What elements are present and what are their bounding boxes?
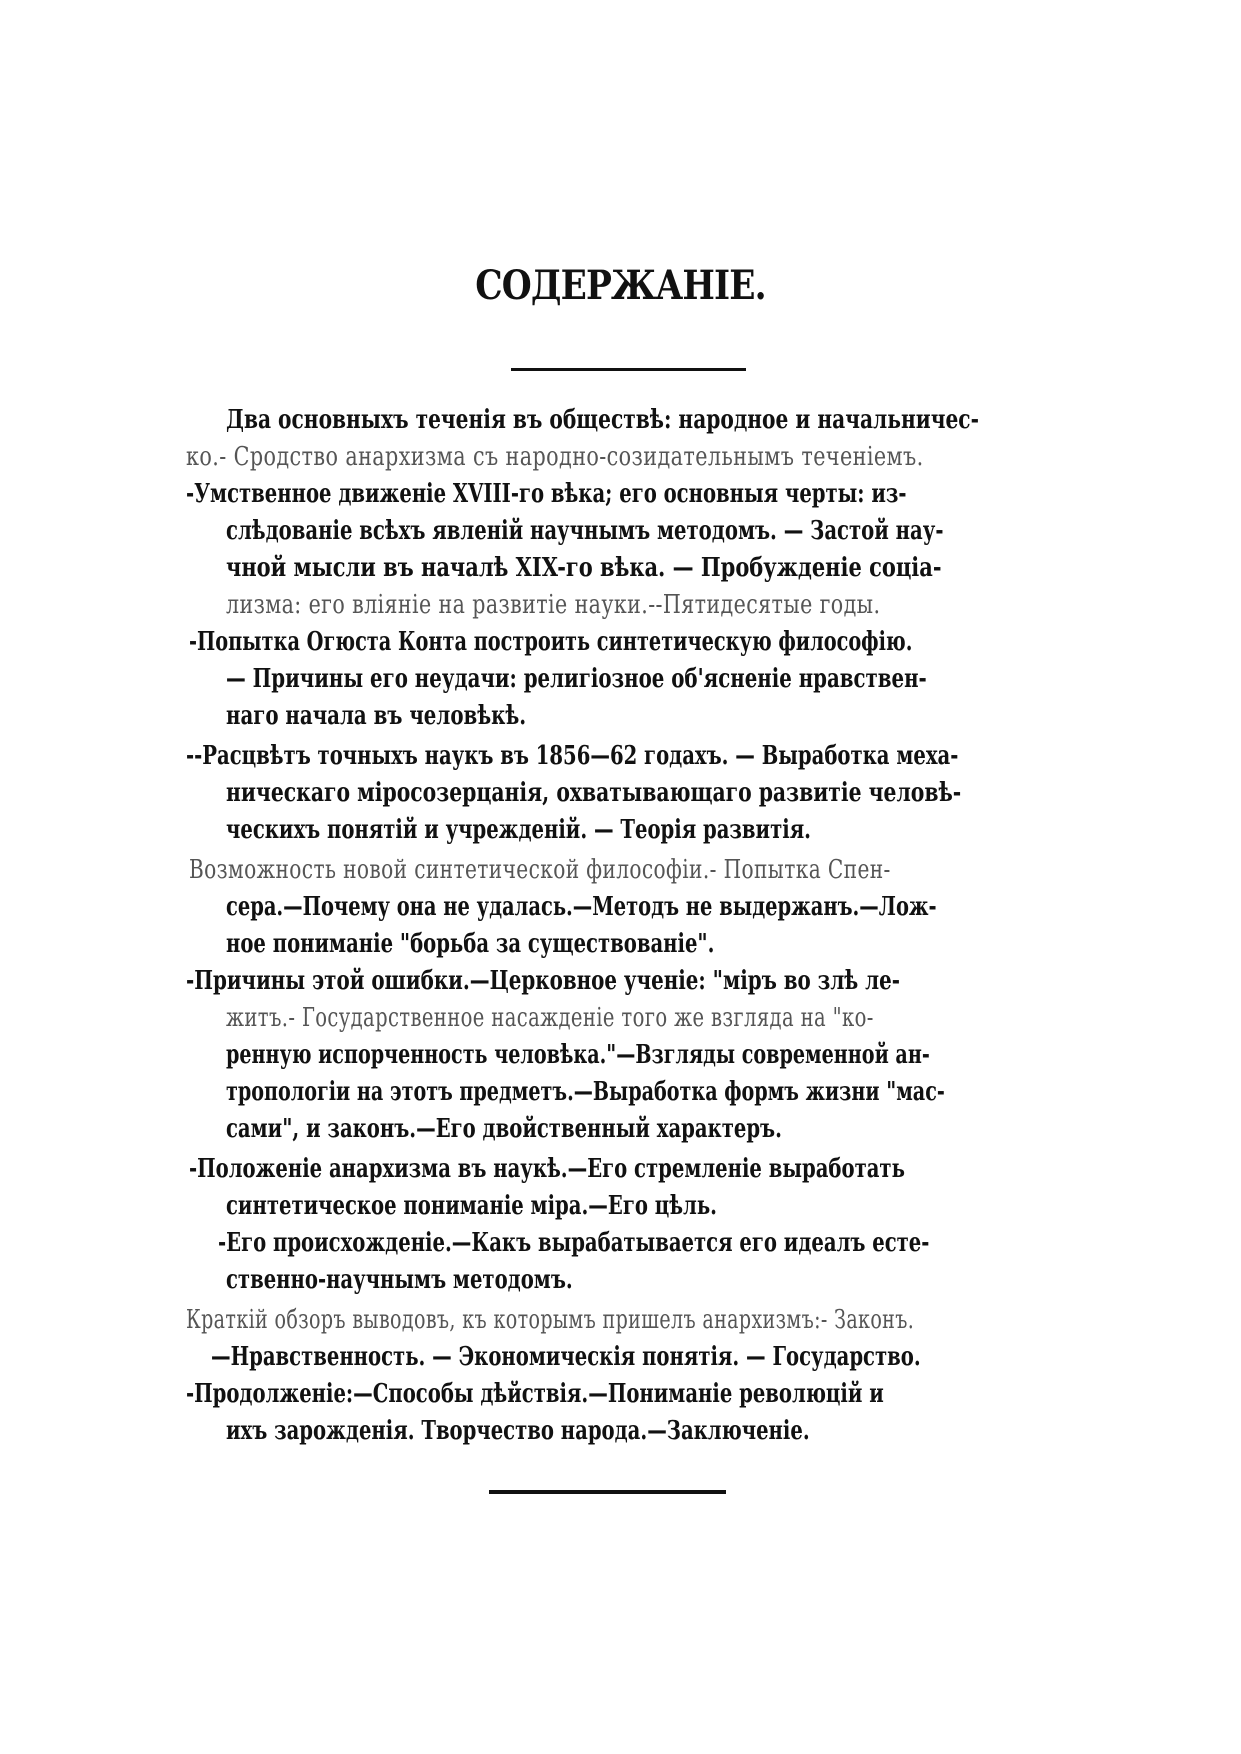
toc-line: -Попытка Огюста Конта построить синтетическую философію.: [189, 627, 913, 657]
title-divider: [511, 368, 746, 371]
toc-line: Возможность новой синтетической философіи.- Попытка Спен-: [189, 855, 891, 885]
toc-line: — Причины его неудачи: религіозное об'ясненіе нравствен-: [226, 664, 927, 694]
toc-line: -Положеніе анархизма въ наукѣ.—Его стремленіе выработать: [189, 1154, 905, 1184]
toc-line: ко.- Сродство анархизма съ народно-созидательнымъ теченіемъ.: [186, 442, 924, 472]
toc-line: -Причины этой ошибки.—Церковное ученіе: "міръ во злѣ ле-: [186, 966, 901, 996]
toc-line: лизма: его вліяніе на развитіе науки.--Пятидесятые годы.: [226, 590, 881, 620]
toc-line: ное пониманіе "борьба за существованіе".: [226, 929, 715, 959]
toc-line: слѣдованіе всѣхъ явленій научнымъ методомъ. — Застой нау-: [226, 516, 944, 546]
toc-line: ственно-научнымъ методомъ.: [226, 1265, 573, 1295]
toc-line: тропологіи на этотъ предметъ.—Выработка формъ жизни "мас-: [226, 1077, 945, 1107]
toc-line: сера.—Почему она не удалась.—Методъ не выдержанъ.—Лож-: [226, 892, 937, 922]
toc-line: житъ.- Государственное насажденіе того же взгляда на "ко-: [226, 1003, 874, 1033]
toc-line: -Его происхожденіе.—Какъ вырабатывается его идеалъ есте-: [218, 1228, 930, 1258]
toc-line: Краткій обзоръ выводовъ, къ которымъ пришелъ анархизмъ:- Законъ.: [186, 1305, 915, 1335]
toc-line: -Умственное движеніе XVIII-го вѣка; его основныя черты: из-: [186, 479, 907, 509]
toc-line: ихъ зарожденія. Творчество народа.—Заключеніе.: [226, 1416, 810, 1446]
toc-line: ческихъ понятій и учрежденій. — Теорія развитія.: [226, 815, 812, 845]
toc-line: ренную испорченность человѣка."—Взгляды современной ан-: [226, 1040, 930, 1070]
toc-line: Два основныхъ теченія въ обществѣ: народное и начальничес-: [226, 405, 979, 435]
toc-line: ническаго міросозерцанія, охватывающаго развитіе человѣ-: [226, 778, 962, 808]
toc-line: чной мысли въ началѣ XIX-го вѣка. — Пробужденіе соціа-: [226, 553, 942, 583]
toc-line: --Расцвѣтъ точныхъ наукъ въ 1856—62 годахъ. — Выработка меха-: [186, 741, 959, 771]
toc-line: -Продолженіе:—Способы дѣйствія.—Пониманіе революцій и: [186, 1379, 884, 1409]
toc-line: сами", и законъ.—Его двойственный характеръ.: [226, 1114, 782, 1144]
page-title: СОДЕРЖАНІЕ.: [475, 262, 766, 309]
end-divider: [489, 1490, 726, 1494]
toc-line: синтетическое пониманіе міра.—Его цѣль.: [226, 1191, 717, 1221]
toc-line: наго начала въ человѣкѣ.: [226, 701, 527, 731]
toc-line: —Нравственность. — Экономическія понятія. — Государство.: [211, 1342, 921, 1372]
